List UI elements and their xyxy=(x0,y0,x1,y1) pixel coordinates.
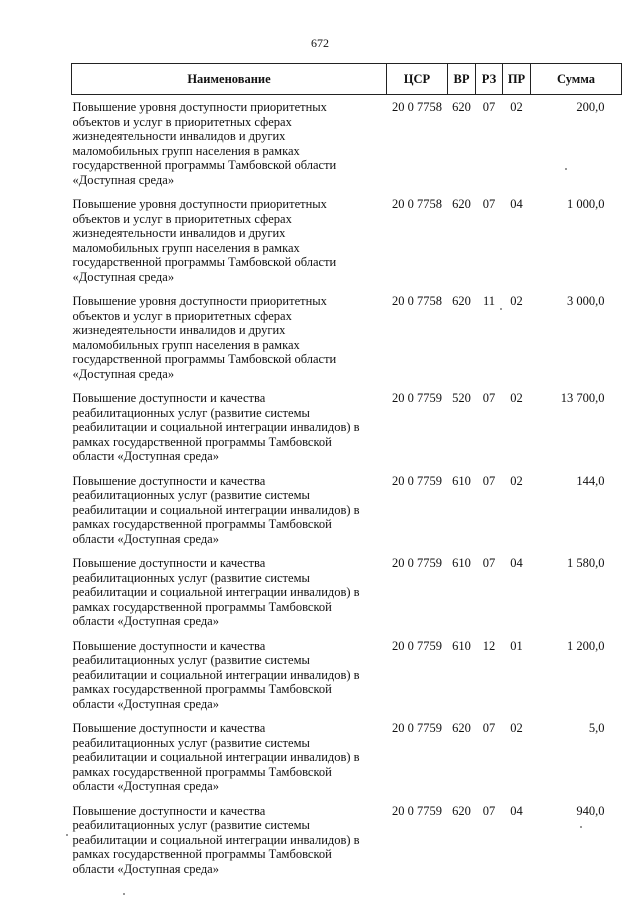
row-rz: 07 xyxy=(482,721,496,735)
table-row xyxy=(72,95,622,198)
row-name-line: Повышение доступности и качества xyxy=(72,638,266,653)
row-pr: 02 xyxy=(510,391,523,405)
row-name-line: реабилитационных услуг (развитие системы xyxy=(72,488,310,502)
row-name xyxy=(72,294,387,391)
row-name xyxy=(72,95,387,198)
row-csr: 20 0 7758 xyxy=(392,294,442,308)
row-name-line: реабилитации и социальной интеграции инвалидов) в xyxy=(72,832,360,847)
table-row xyxy=(72,294,622,391)
row-name-line: жизнедеятельности инвалидов и других xyxy=(72,129,286,143)
row-name-line: реабилитации и социальной интеграции инвалидов) в xyxy=(72,750,360,764)
row-name-line: рамках государственной программы Тамбовской xyxy=(72,517,332,531)
row-sum: 200,0 xyxy=(576,100,605,114)
scan-speck xyxy=(123,893,125,895)
row-name-line: Повышение уровня доступности приоритетных xyxy=(72,197,327,211)
row-name xyxy=(72,391,387,474)
row-name-line: рамках государственной программы Тамбовской xyxy=(72,434,332,449)
row-name-line: государственной программы Тамбовской области xyxy=(72,158,337,172)
row-name-line: жизнедеятельности инвалидов и других xyxy=(72,226,286,240)
row-pr: 02 xyxy=(510,100,523,114)
row-vr: 620 xyxy=(452,294,471,308)
table-row xyxy=(72,804,622,887)
row-pr: 01 xyxy=(510,638,523,653)
table-row xyxy=(72,556,622,639)
row-csr: 20 0 7759 xyxy=(392,556,442,570)
row-name-line: реабилитации и социальной интеграции инвалидов) в xyxy=(72,585,360,599)
row-rz: 07 xyxy=(482,391,496,405)
row-pr: 04 xyxy=(510,556,523,570)
row-name xyxy=(72,197,387,294)
row-name-line: рамках государственной программы Тамбовской xyxy=(72,682,332,696)
row-name-line: Повышение доступности и качества xyxy=(72,391,266,405)
row-name-line: Повышение доступности и качества xyxy=(72,803,266,818)
row-csr: 20 0 7758 xyxy=(392,100,442,114)
row-sum: 940,0 xyxy=(576,803,605,818)
row-pr: 02 xyxy=(510,294,523,308)
row-name-line: объектов и услуг в приоритетных сферах xyxy=(72,211,292,226)
row-name-line: области «Доступная среда» xyxy=(72,531,219,546)
row-csr: 20 0 7758 xyxy=(392,197,442,211)
row-sum: 1 000,0 xyxy=(567,197,605,211)
row-name-line: реабилитации и социальной интеграции инвалидов) в xyxy=(72,502,360,517)
table-row xyxy=(72,474,622,557)
row-name-line: рамках государственной программы Тамбовской xyxy=(72,764,332,779)
row-sum: 1 200,0 xyxy=(567,638,605,653)
row-name-line: объектов и услуг в приоритетных сферах xyxy=(72,308,292,323)
row-name xyxy=(72,474,387,557)
row-rz: 07 xyxy=(482,197,496,211)
row-name-line: маломобильных групп населения в рамках xyxy=(72,337,300,352)
row-csr: 20 0 7759 xyxy=(392,391,442,405)
row-name-line: реабилитационных услуг (развитие системы xyxy=(72,570,310,585)
row-vr: 520 xyxy=(452,391,471,405)
header-vr: ВР xyxy=(448,64,476,95)
row-csr: 20 0 7759 xyxy=(392,803,442,818)
row-rz: 07 xyxy=(482,803,496,818)
row-name-line: маломобильных групп населения в рамках xyxy=(72,143,300,158)
row-csr: 20 0 7759 xyxy=(392,638,442,653)
row-name-line: Повышение доступности и качества xyxy=(72,473,266,488)
row-csr: 20 0 7759 xyxy=(392,473,442,488)
row-name-line: Повышение доступности и качества xyxy=(72,556,266,570)
row-name-line: области «Доступная среда» xyxy=(72,779,219,793)
row-name-line: «Доступная среда» xyxy=(72,269,175,284)
table-header-row xyxy=(72,64,622,95)
header-csr: ЦСР xyxy=(387,64,448,95)
header-name: Наименование xyxy=(72,64,387,95)
header-pr: ПР xyxy=(503,64,531,95)
header-sum: Сумма xyxy=(531,64,622,95)
row-name-line: реабилитационных услуг (развитие системы xyxy=(72,653,310,667)
row-name-line: жизнедеятельности инвалидов и других xyxy=(72,323,286,337)
scan-speck xyxy=(580,826,582,828)
header-rz: РЗ xyxy=(476,64,503,95)
row-pr: 02 xyxy=(510,721,523,735)
row-name xyxy=(72,639,387,722)
table-row xyxy=(72,721,622,804)
row-rz: 07 xyxy=(482,556,496,570)
row-sum: 1 580,0 xyxy=(567,556,605,570)
row-rz: 07 xyxy=(482,473,496,488)
row-name-line: реабилитации и социальной интеграции инвалидов) в xyxy=(72,667,360,682)
row-rz: 11 xyxy=(482,294,496,308)
row-vr: 620 xyxy=(452,197,471,211)
row-name-line: «Доступная среда» xyxy=(72,366,175,381)
row-name-line: реабилитационных услуг (развитие системы xyxy=(72,818,310,832)
row-name-line: Повышение уровня доступности приоритетных xyxy=(72,100,327,114)
row-name-line: государственной программы Тамбовской области xyxy=(72,352,337,366)
row-pr: 02 xyxy=(510,473,523,488)
row-name-line: маломобильных групп населения в рамках xyxy=(72,240,300,255)
row-sum: 13 700,0 xyxy=(560,391,605,405)
scan-speck xyxy=(565,168,567,170)
row-vr: 610 xyxy=(452,638,471,653)
row-name-line: Повышение уровня доступности приоритетных xyxy=(72,294,327,308)
row-pr: 04 xyxy=(510,197,523,211)
row-name-line: «Доступная среда» xyxy=(72,172,175,187)
row-name xyxy=(72,721,387,804)
row-name-line: государственной программы Тамбовской области xyxy=(72,255,337,269)
table-body xyxy=(72,95,622,887)
row-rz: 12 xyxy=(482,638,496,653)
budget-table xyxy=(71,63,622,886)
table-row xyxy=(72,391,622,474)
row-name-line: рамках государственной программы Тамбовской xyxy=(72,599,332,614)
row-pr: 04 xyxy=(510,803,523,818)
row-name-line: Повышение доступности и качества xyxy=(72,721,266,735)
table-row xyxy=(72,197,622,294)
row-sum: 5,0 xyxy=(588,721,605,735)
row-name xyxy=(72,556,387,639)
row-name xyxy=(72,804,387,887)
row-name-line: области «Доступная среда» xyxy=(72,696,219,711)
row-vr: 620 xyxy=(452,100,471,114)
row-rz: 07 xyxy=(482,100,496,114)
row-sum: 144,0 xyxy=(576,473,605,488)
row-vr: 610 xyxy=(452,473,471,488)
row-name-line: области «Доступная среда» xyxy=(72,449,219,463)
row-name-line: реабилитации и социальной интеграции инвалидов) в xyxy=(72,420,360,434)
row-name-line: области «Доступная среда» xyxy=(72,861,219,876)
scan-speck xyxy=(66,834,68,836)
row-vr: 620 xyxy=(452,721,471,735)
row-sum: 3 000,0 xyxy=(567,294,605,308)
table-row xyxy=(72,639,622,722)
page-number: 672 xyxy=(311,36,329,50)
row-name-line: реабилитационных услуг (развитие системы xyxy=(72,405,310,420)
row-csr: 20 0 7759 xyxy=(392,721,442,735)
row-vr: 620 xyxy=(452,803,471,818)
row-name-line: области «Доступная среда» xyxy=(72,614,219,628)
row-name-line: объектов и услуг в приоритетных сферах xyxy=(72,114,292,129)
row-vr: 610 xyxy=(452,556,471,570)
scan-speck xyxy=(500,308,502,310)
row-name-line: рамках государственной программы Тамбовской xyxy=(72,847,332,861)
row-name-line: реабилитационных услуг (развитие системы xyxy=(72,735,310,750)
